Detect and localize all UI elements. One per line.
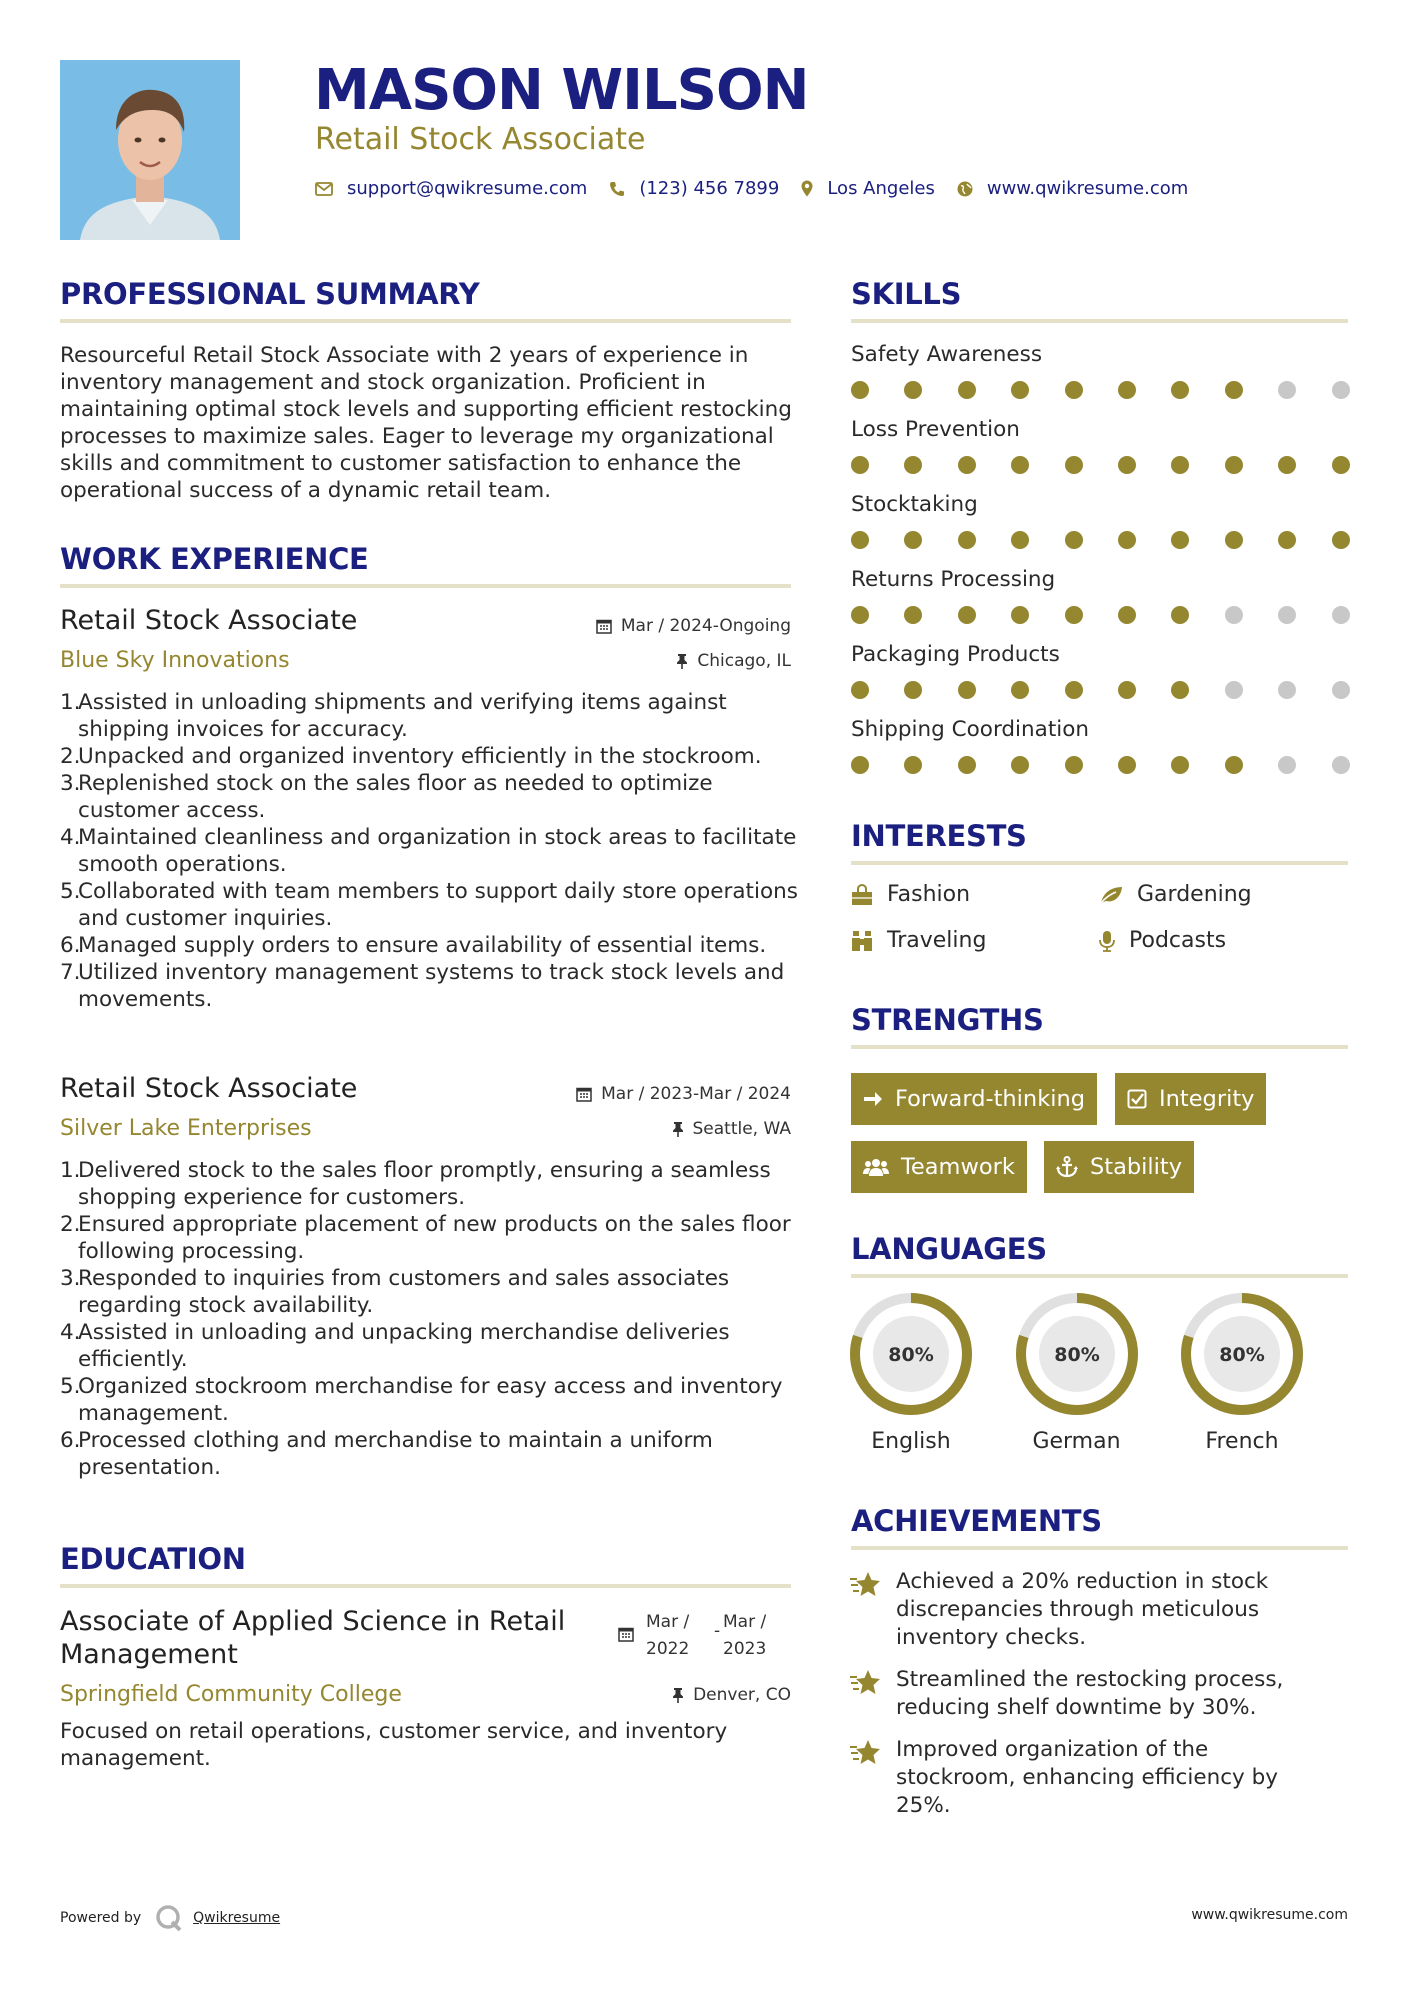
contact-bar <box>315 178 1210 199</box>
skill-dot-filled <box>851 756 869 774</box>
contact-email[interactable] <box>315 178 587 199</box>
achievements-divider <box>851 1546 1348 1550</box>
skill-name: Loss Prevention <box>851 417 1020 442</box>
skill-dot-empty <box>1225 681 1243 699</box>
job-location-1 <box>676 651 791 671</box>
skill-dot-filled <box>958 606 976 624</box>
skill-dot-filled <box>1065 756 1083 774</box>
pushpin-icon <box>672 1687 684 1703</box>
duty-text: Assisted in unloading and unpacking merchandise deliveries efficiently. <box>78 1320 730 1372</box>
duty-text: Responded to inquiries from customers and sales associates regarding stock availability. <box>78 1266 730 1318</box>
skill-dot-empty <box>1332 756 1350 774</box>
skill-dot-filled <box>1065 456 1083 474</box>
skill-dot-filled <box>904 756 922 774</box>
skill-dot-filled <box>1065 531 1083 549</box>
languages-divider <box>851 1274 1348 1278</box>
language-ring <box>849 1292 973 1416</box>
skill-dot-filled <box>1225 756 1243 774</box>
leaf-icon <box>1099 885 1123 905</box>
skill-name: Packaging Products <box>851 642 1060 667</box>
education-location-text: Denver, CO <box>693 1685 791 1705</box>
skill-dot-filled <box>1065 606 1083 624</box>
duty-item <box>60 824 800 878</box>
job-dates-1 <box>596 616 791 636</box>
contact-phone[interactable] <box>609 178 779 199</box>
skill-dot-filled <box>1118 381 1136 399</box>
experience-divider <box>60 584 791 588</box>
skill-dot-filled <box>1171 681 1189 699</box>
duty-number: 3. <box>60 1266 81 1291</box>
duty-text: Collaborated with team members to support daily store operations and customer inquiries. <box>78 879 798 931</box>
trophy-star-icon <box>849 1738 883 1772</box>
trophy-star-icon <box>849 1668 883 1702</box>
contact-phone-text: (123) 456 7899 <box>639 178 780 199</box>
languages-heading: LANGUAGES <box>851 1232 1047 1266</box>
interest-label: Traveling <box>887 928 987 953</box>
skill-dot-filled <box>1065 681 1083 699</box>
duty-text: Delivered stock to the sales floor promptly, ensuring a seamless shopping experience for customers. <box>78 1158 771 1210</box>
skill-dot-filled <box>958 381 976 399</box>
duty-item <box>60 878 800 932</box>
language-gauge <box>849 1292 973 1416</box>
skill-name: Returns Processing <box>851 567 1056 592</box>
duty-number: 5. <box>60 879 81 904</box>
language-gauge <box>1180 1292 1304 1416</box>
skill-dot-empty <box>1278 681 1296 699</box>
skill-dot-filled <box>1118 456 1136 474</box>
duty-text: Maintained cleanliness and organization in stock areas to facilitate smooth operations. <box>78 825 797 877</box>
skill-dot-filled <box>851 381 869 399</box>
trophy-star-icon <box>849 1570 883 1604</box>
interest-gardening <box>1099 882 1252 907</box>
experience-heading: WORK EXPERIENCE <box>60 542 369 576</box>
skill-dot-filled <box>1011 681 1029 699</box>
summary-text: Resourceful Retail Stock Associate with 2 years of experience in inventory management and stock organization. Proficient in maintaining optimal stock levels and supporting efficient restocking processes to maximize sales. Eager to leverage my organizational skills and commitment to customer satisfaction to enhance the operational success of a dynamic retail team. <box>60 343 792 503</box>
shopping-bag-icon <box>851 884 873 906</box>
skill-dot-filled <box>958 531 976 549</box>
skill-dot-empty <box>1225 606 1243 624</box>
skill-dot-filled <box>904 381 922 399</box>
skill-dot-filled <box>1225 531 1243 549</box>
interest-podcasts <box>1099 928 1226 953</box>
strength-label: Stability <box>1090 1154 1183 1180</box>
pushpin-icon <box>676 653 688 669</box>
skill-dot-filled <box>1171 606 1189 624</box>
skill-dot-filled <box>958 456 976 474</box>
skill-dot-filled <box>1171 456 1189 474</box>
language-gauge <box>1015 1292 1139 1416</box>
skill-dot-filled <box>904 531 922 549</box>
interests-heading: INTERESTS <box>851 819 1027 853</box>
interest-label: Fashion <box>887 882 971 907</box>
achievement-text: Achieved a 20% reduction in stock discrepancies through meticulous inventory checks. <box>896 1569 1269 1650</box>
duty-item <box>60 1427 800 1481</box>
strength-integrity <box>1115 1073 1266 1125</box>
globe-icon <box>957 181 973 197</box>
duty-item <box>60 959 800 1013</box>
skill-dot-filled <box>904 681 922 699</box>
job-dates-2 <box>576 1084 791 1104</box>
school-name: Springfield Community College <box>60 1682 402 1707</box>
duty-number: 6. <box>60 1428 81 1453</box>
skill-dot-filled <box>1225 456 1243 474</box>
powered-by-text: Powered by <box>60 1910 142 1926</box>
qwikresume-logo-icon <box>155 1904 183 1932</box>
duty-number: 2. <box>60 744 81 769</box>
summary-divider <box>60 319 791 323</box>
skill-dot-empty <box>1278 381 1296 399</box>
language-name: German <box>1032 1429 1121 1454</box>
language-name: French <box>1205 1429 1279 1454</box>
degree-title: Associate of Applied Science in Retail Management <box>60 1606 566 1670</box>
skill-dot-filled <box>1278 456 1296 474</box>
duty-text: Replenished stock on the sales floor as needed to optimize customer access. <box>78 771 713 823</box>
company-2: Silver Lake Enterprises <box>60 1116 312 1141</box>
skill-name: Shipping Coordination <box>851 717 1090 742</box>
skill-dot-filled <box>1171 531 1189 549</box>
duty-text: Processed clothing and merchandise to maintain a uniform presentation. <box>78 1428 713 1480</box>
envelope-icon <box>315 182 333 196</box>
duty-number: 4. <box>60 1320 81 1345</box>
skill-dot-empty <box>1332 381 1350 399</box>
skill-dot-filled <box>904 456 922 474</box>
skills-divider <box>851 319 1348 323</box>
strength-forward-thinking <box>851 1073 1097 1125</box>
duty-item <box>60 1157 800 1211</box>
skill-dot-filled <box>1118 756 1136 774</box>
duty-item <box>60 770 800 824</box>
strength-label: Integrity <box>1159 1086 1255 1112</box>
calendar-icon <box>618 1626 634 1642</box>
skill-dot-filled <box>1225 381 1243 399</box>
strengths-divider <box>851 1045 1348 1049</box>
footer-powered-by <box>60 1904 280 1932</box>
interest-traveling <box>851 928 986 953</box>
job-title-2: Retail Stock Associate <box>60 1073 358 1104</box>
duty-text: Unpacked and organized inventory efficiently in the stockroom. <box>78 744 762 769</box>
achievement-text: Streamlined the restocking process, reducing shelf downtime by 30%. <box>896 1667 1284 1720</box>
calendar-icon <box>596 618 612 634</box>
strength-stability <box>1044 1141 1194 1193</box>
phone-icon <box>609 181 625 197</box>
job-duties-2 <box>60 1157 800 1481</box>
duty-item <box>60 689 800 743</box>
education-date-separator: - <box>714 1621 721 1641</box>
job-location-2-text: Seattle, WA <box>692 1119 791 1139</box>
duty-text: Ensured appropriate placement of new products on the sales floor following processing. <box>78 1212 791 1264</box>
skill-dot-filled <box>851 681 869 699</box>
interest-label: Gardening <box>1137 882 1252 907</box>
skills-heading: SKILLS <box>851 277 962 311</box>
strengths-heading: STRENGTHS <box>851 1003 1044 1037</box>
skill-dot-filled <box>1011 456 1029 474</box>
footer-website[interactable]: www.qwikresume.com <box>1191 1907 1348 1923</box>
job-title-1: Retail Stock Associate <box>60 605 358 636</box>
duty-item <box>60 1265 800 1319</box>
duty-number: 3. <box>60 771 81 796</box>
duty-text: Managed supply orders to ensure availability of essential items. <box>78 933 767 958</box>
education-divider <box>60 1584 791 1588</box>
skill-dot-filled <box>1011 756 1029 774</box>
language-name: English <box>871 1429 951 1454</box>
map-pin-icon <box>801 180 813 197</box>
duty-text: Assisted in unloading shipments and verifying items against shipping invoices for accuracy. <box>78 690 727 742</box>
interest-fashion <box>851 882 970 907</box>
duty-number: 1. <box>60 690 81 715</box>
duty-number: 6. <box>60 933 81 958</box>
skill-dot-filled <box>1011 606 1029 624</box>
duty-item <box>60 1373 800 1427</box>
skill-dot-empty <box>1332 681 1350 699</box>
education-location <box>672 1685 791 1705</box>
candidate-name: MASON WILSON <box>314 58 809 123</box>
skill-dot-filled <box>1118 531 1136 549</box>
duty-item <box>60 932 800 959</box>
interest-label: Podcasts <box>1129 928 1227 953</box>
skill-dot-filled <box>1118 681 1136 699</box>
duty-number: 5. <box>60 1374 81 1399</box>
achievement-text: Improved organization of the stockroom, enhancing efficiency by 25%. <box>896 1737 1278 1818</box>
language-ring <box>1015 1292 1139 1416</box>
skill-dot-filled <box>851 456 869 474</box>
strength-label: Forward-thinking <box>895 1086 1086 1112</box>
skill-dot-filled <box>1118 606 1136 624</box>
pushpin-icon <box>672 1121 684 1137</box>
skill-dot-filled <box>1332 456 1350 474</box>
duty-text: Organized stockroom merchandise for easy access and inventory management. <box>78 1374 783 1426</box>
skill-name: Safety Awareness <box>851 342 1043 367</box>
anchor-icon <box>1056 1156 1078 1178</box>
skill-dot-empty <box>1332 606 1350 624</box>
skill-dot-empty <box>1278 606 1296 624</box>
skill-dot-filled <box>904 606 922 624</box>
education-start-date: Mar / 2022 <box>646 1612 690 1659</box>
summary-heading: PROFESSIONAL SUMMARY <box>60 277 480 311</box>
job-location-2 <box>672 1119 792 1139</box>
duty-item <box>60 1319 800 1373</box>
users-icon <box>863 1157 889 1177</box>
skill-dot-filled <box>958 756 976 774</box>
skill-dot-filled <box>1171 756 1189 774</box>
calendar-icon <box>576 1086 592 1102</box>
education-end-date: Mar / 2023 <box>723 1612 767 1659</box>
company-1: Blue Sky Innovations <box>60 648 290 673</box>
language-percent: 80% <box>1219 1344 1265 1366</box>
skill-dot-filled <box>1171 381 1189 399</box>
contact-location <box>801 178 935 199</box>
skill-dot-filled <box>1011 381 1029 399</box>
arrow-right-icon <box>863 1090 883 1108</box>
duty-number: 7. <box>60 960 81 985</box>
skill-dot-filled <box>1332 531 1350 549</box>
duty-number: 2. <box>60 1212 81 1237</box>
duty-item <box>60 743 800 770</box>
skill-dot-filled <box>958 681 976 699</box>
duty-number: 1. <box>60 1158 81 1183</box>
binoculars-icon <box>851 930 873 952</box>
qwikresume-link[interactable]: Qwikresume <box>193 1910 281 1926</box>
check-square-icon <box>1127 1089 1147 1109</box>
candidate-title: Retail Stock Associate <box>315 122 646 157</box>
language-percent: 80% <box>888 1344 934 1366</box>
language-percent: 80% <box>1053 1344 1100 1366</box>
skill-dot-filled <box>851 531 869 549</box>
language-ring <box>1180 1292 1304 1416</box>
duty-text: Utilized inventory management systems to track stock levels and movements. <box>78 960 785 1012</box>
job-location-1-text: Chicago, IL <box>697 651 791 671</box>
achievements-heading: ACHIEVEMENTS <box>851 1504 1102 1538</box>
strength-teamwork <box>851 1141 1027 1193</box>
skill-dot-filled <box>1065 381 1083 399</box>
education-description: Focused on retail operations, customer service, and inventory management. <box>60 1719 728 1771</box>
job-dates-2-text: Mar / 2023-Mar / 2024 <box>601 1084 791 1104</box>
contact-email-text: support@qwikresume.com <box>347 178 588 199</box>
contact-website[interactable] <box>957 178 1188 199</box>
skill-dot-filled <box>1278 531 1296 549</box>
strength-label: Teamwork <box>901 1154 1015 1180</box>
contact-website-text: www.qwikresume.com <box>986 178 1189 199</box>
job-duties-1 <box>60 689 800 1013</box>
contact-location-text: Los Angeles <box>827 178 935 199</box>
job-dates-1-text: Mar / 2024-Ongoing <box>620 616 791 636</box>
microphone-icon <box>1099 930 1115 952</box>
interests-divider <box>851 861 1348 865</box>
skill-name: Stocktaking <box>851 492 978 517</box>
skill-dot-filled <box>1011 531 1029 549</box>
duty-item <box>60 1211 800 1265</box>
duty-number: 4. <box>60 825 81 850</box>
skill-dot-filled <box>851 606 869 624</box>
profile-photo <box>60 60 240 240</box>
education-heading: EDUCATION <box>60 1542 246 1576</box>
skill-dot-empty <box>1278 756 1296 774</box>
